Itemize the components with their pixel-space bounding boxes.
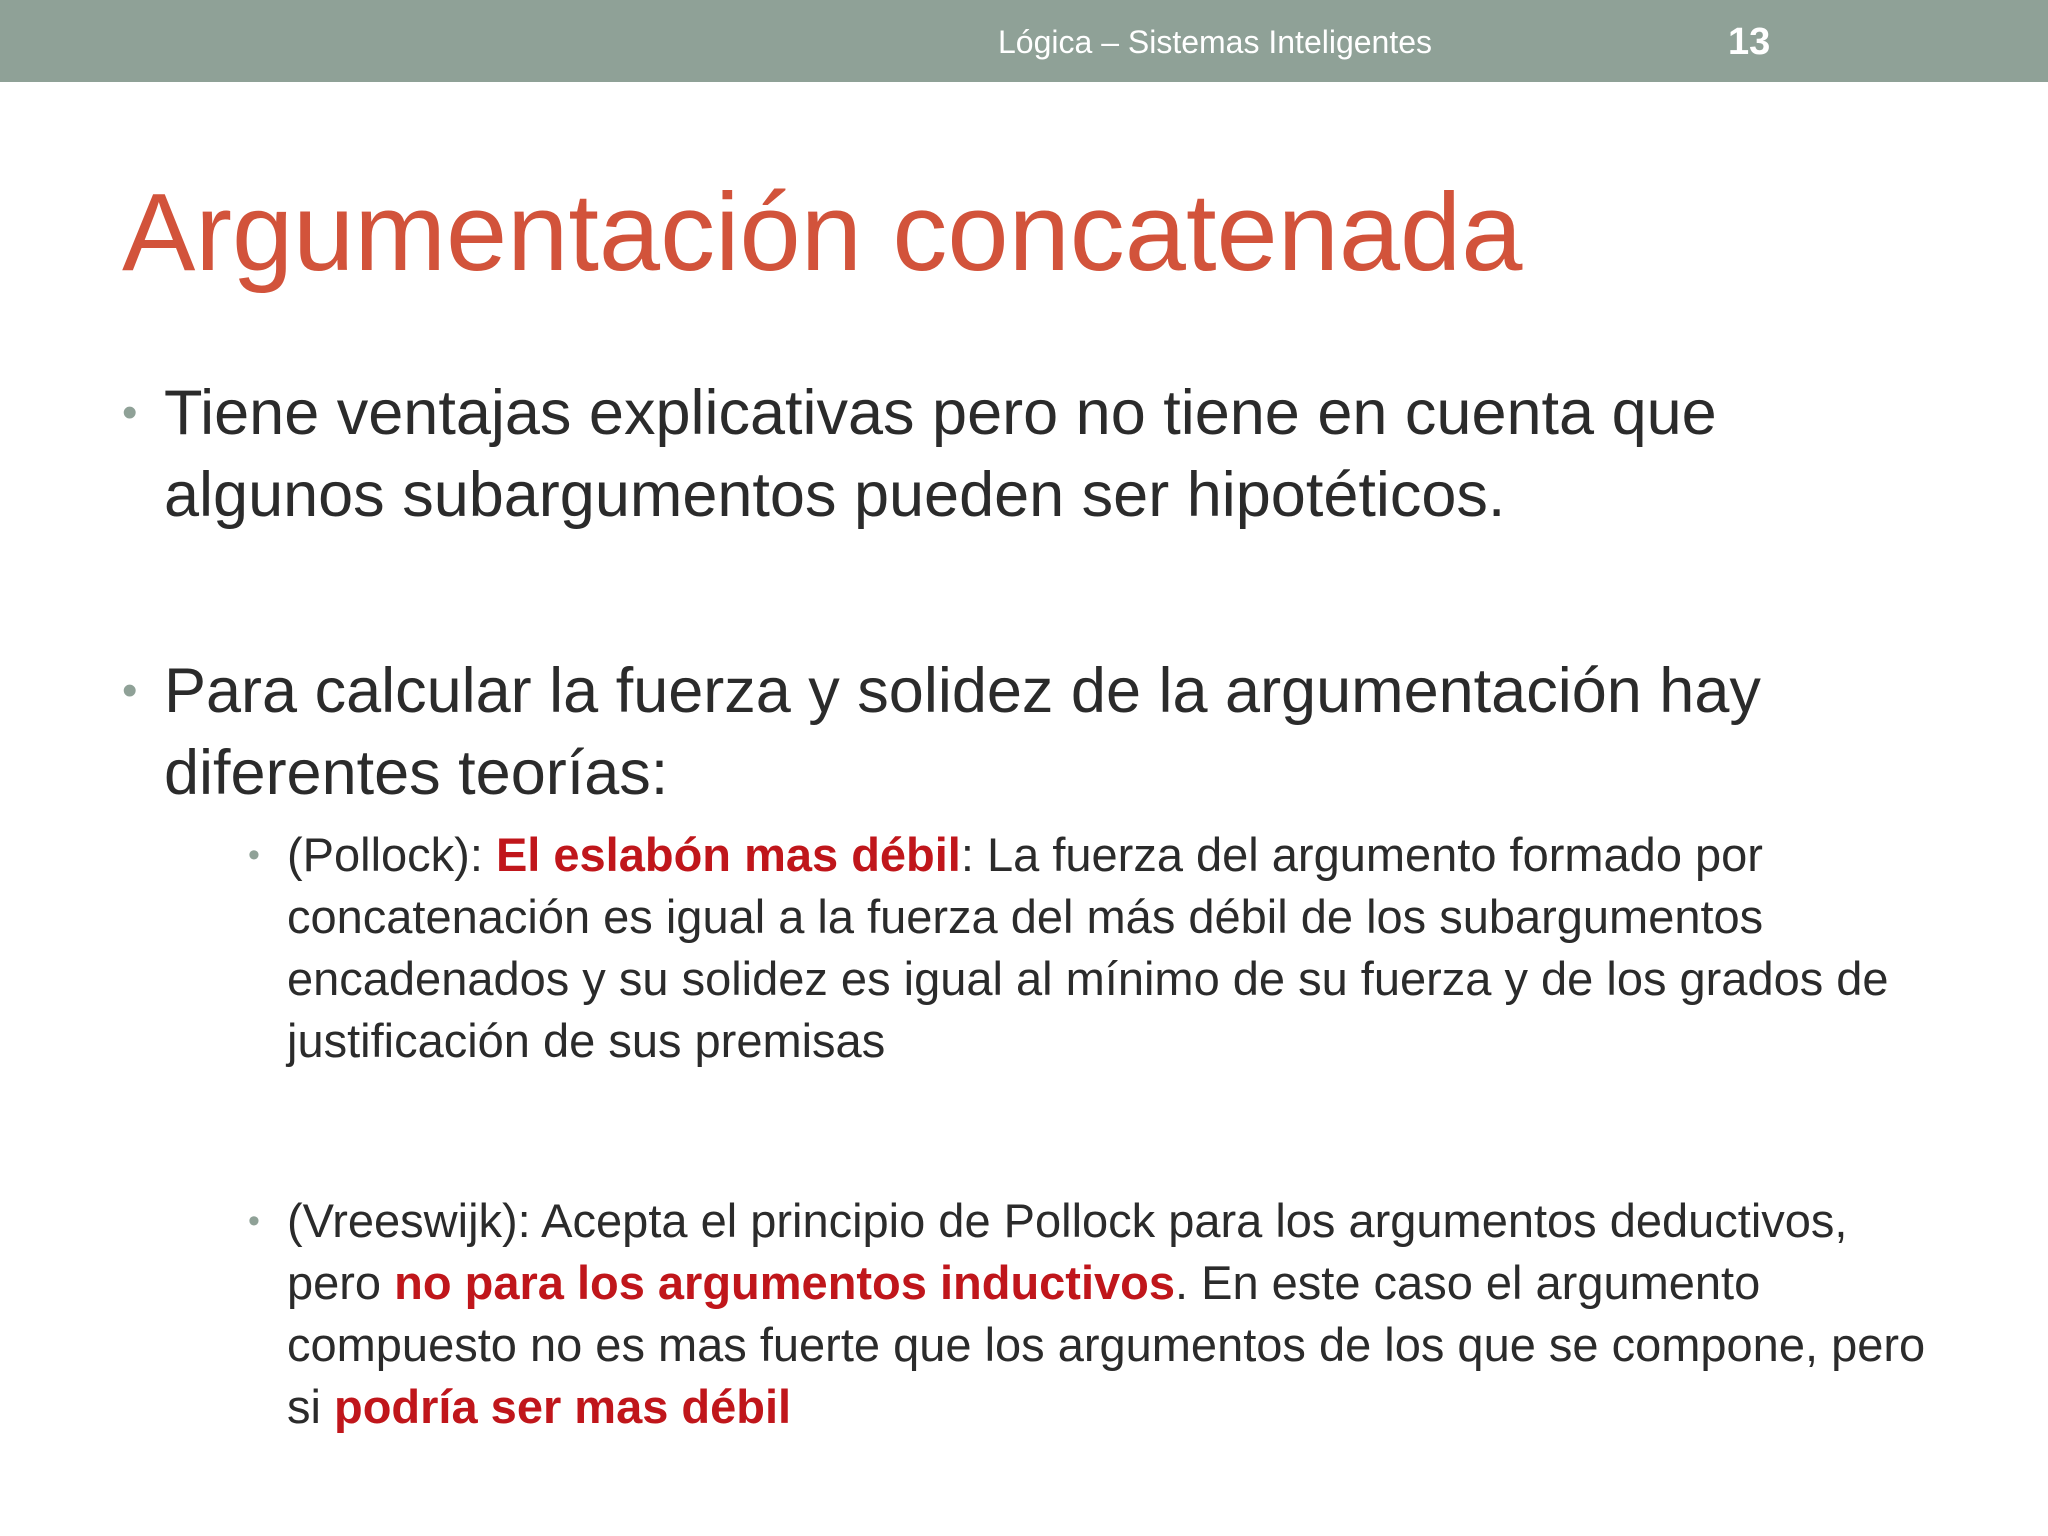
bullet-text: Tiene ventajas explicativas pero no tiene en cuenta que algunos subargumentos pueden ser hipotéticos. [164,378,1717,530]
bullet-item [122,650,1904,814]
header-title: Lógica – Sistemas Inteligentes [998,24,1433,60]
sub-bullet-item [248,1190,1927,1438]
bullet-dot-icon: • [122,388,138,437]
bullet-dot-icon: • [248,836,260,874]
sub-bullet-prefix: (Pollock): [287,828,496,881]
sub-bullet-highlight: El eslabón mas débil [495,828,961,881]
sub-bullet-rest: : La fuerza del argumento formado por concatenación es igual a la fuerza del más débil de los subargumentos encadenados y su solidez es igual al mínimo de su fuerza y de los grados de justificación de sus premisas [287,828,1889,1067]
sub-bullet-prefix: (Vreeswijk): Acepta el principio de Pollock para los argumentos deductivos, pero [287,1194,1848,1309]
sub-bullet-highlight-2: podría ser mas débil [334,1380,792,1433]
sub-bullet-item [248,824,1927,1072]
header-bar [0,0,2048,82]
bullet-dot-icon: • [248,1202,260,1240]
slide-number: 13 [1728,21,1771,63]
slide-title: Argumentación concatenada [122,171,1523,294]
bullet-item [122,372,1904,536]
bullet-dot-icon: • [122,666,138,715]
sub-bullet-middle: . En este caso el argumento compuesto no es mas fuerte que los argumentos de los que se compone, pero si [287,1256,1926,1433]
sub-bullet-highlight: no para los argumentos inductivos [394,1256,1175,1309]
bullet-text: Para calcular la fuerza y solidez de la argumentación hay diferentes teorías: [164,656,1761,808]
